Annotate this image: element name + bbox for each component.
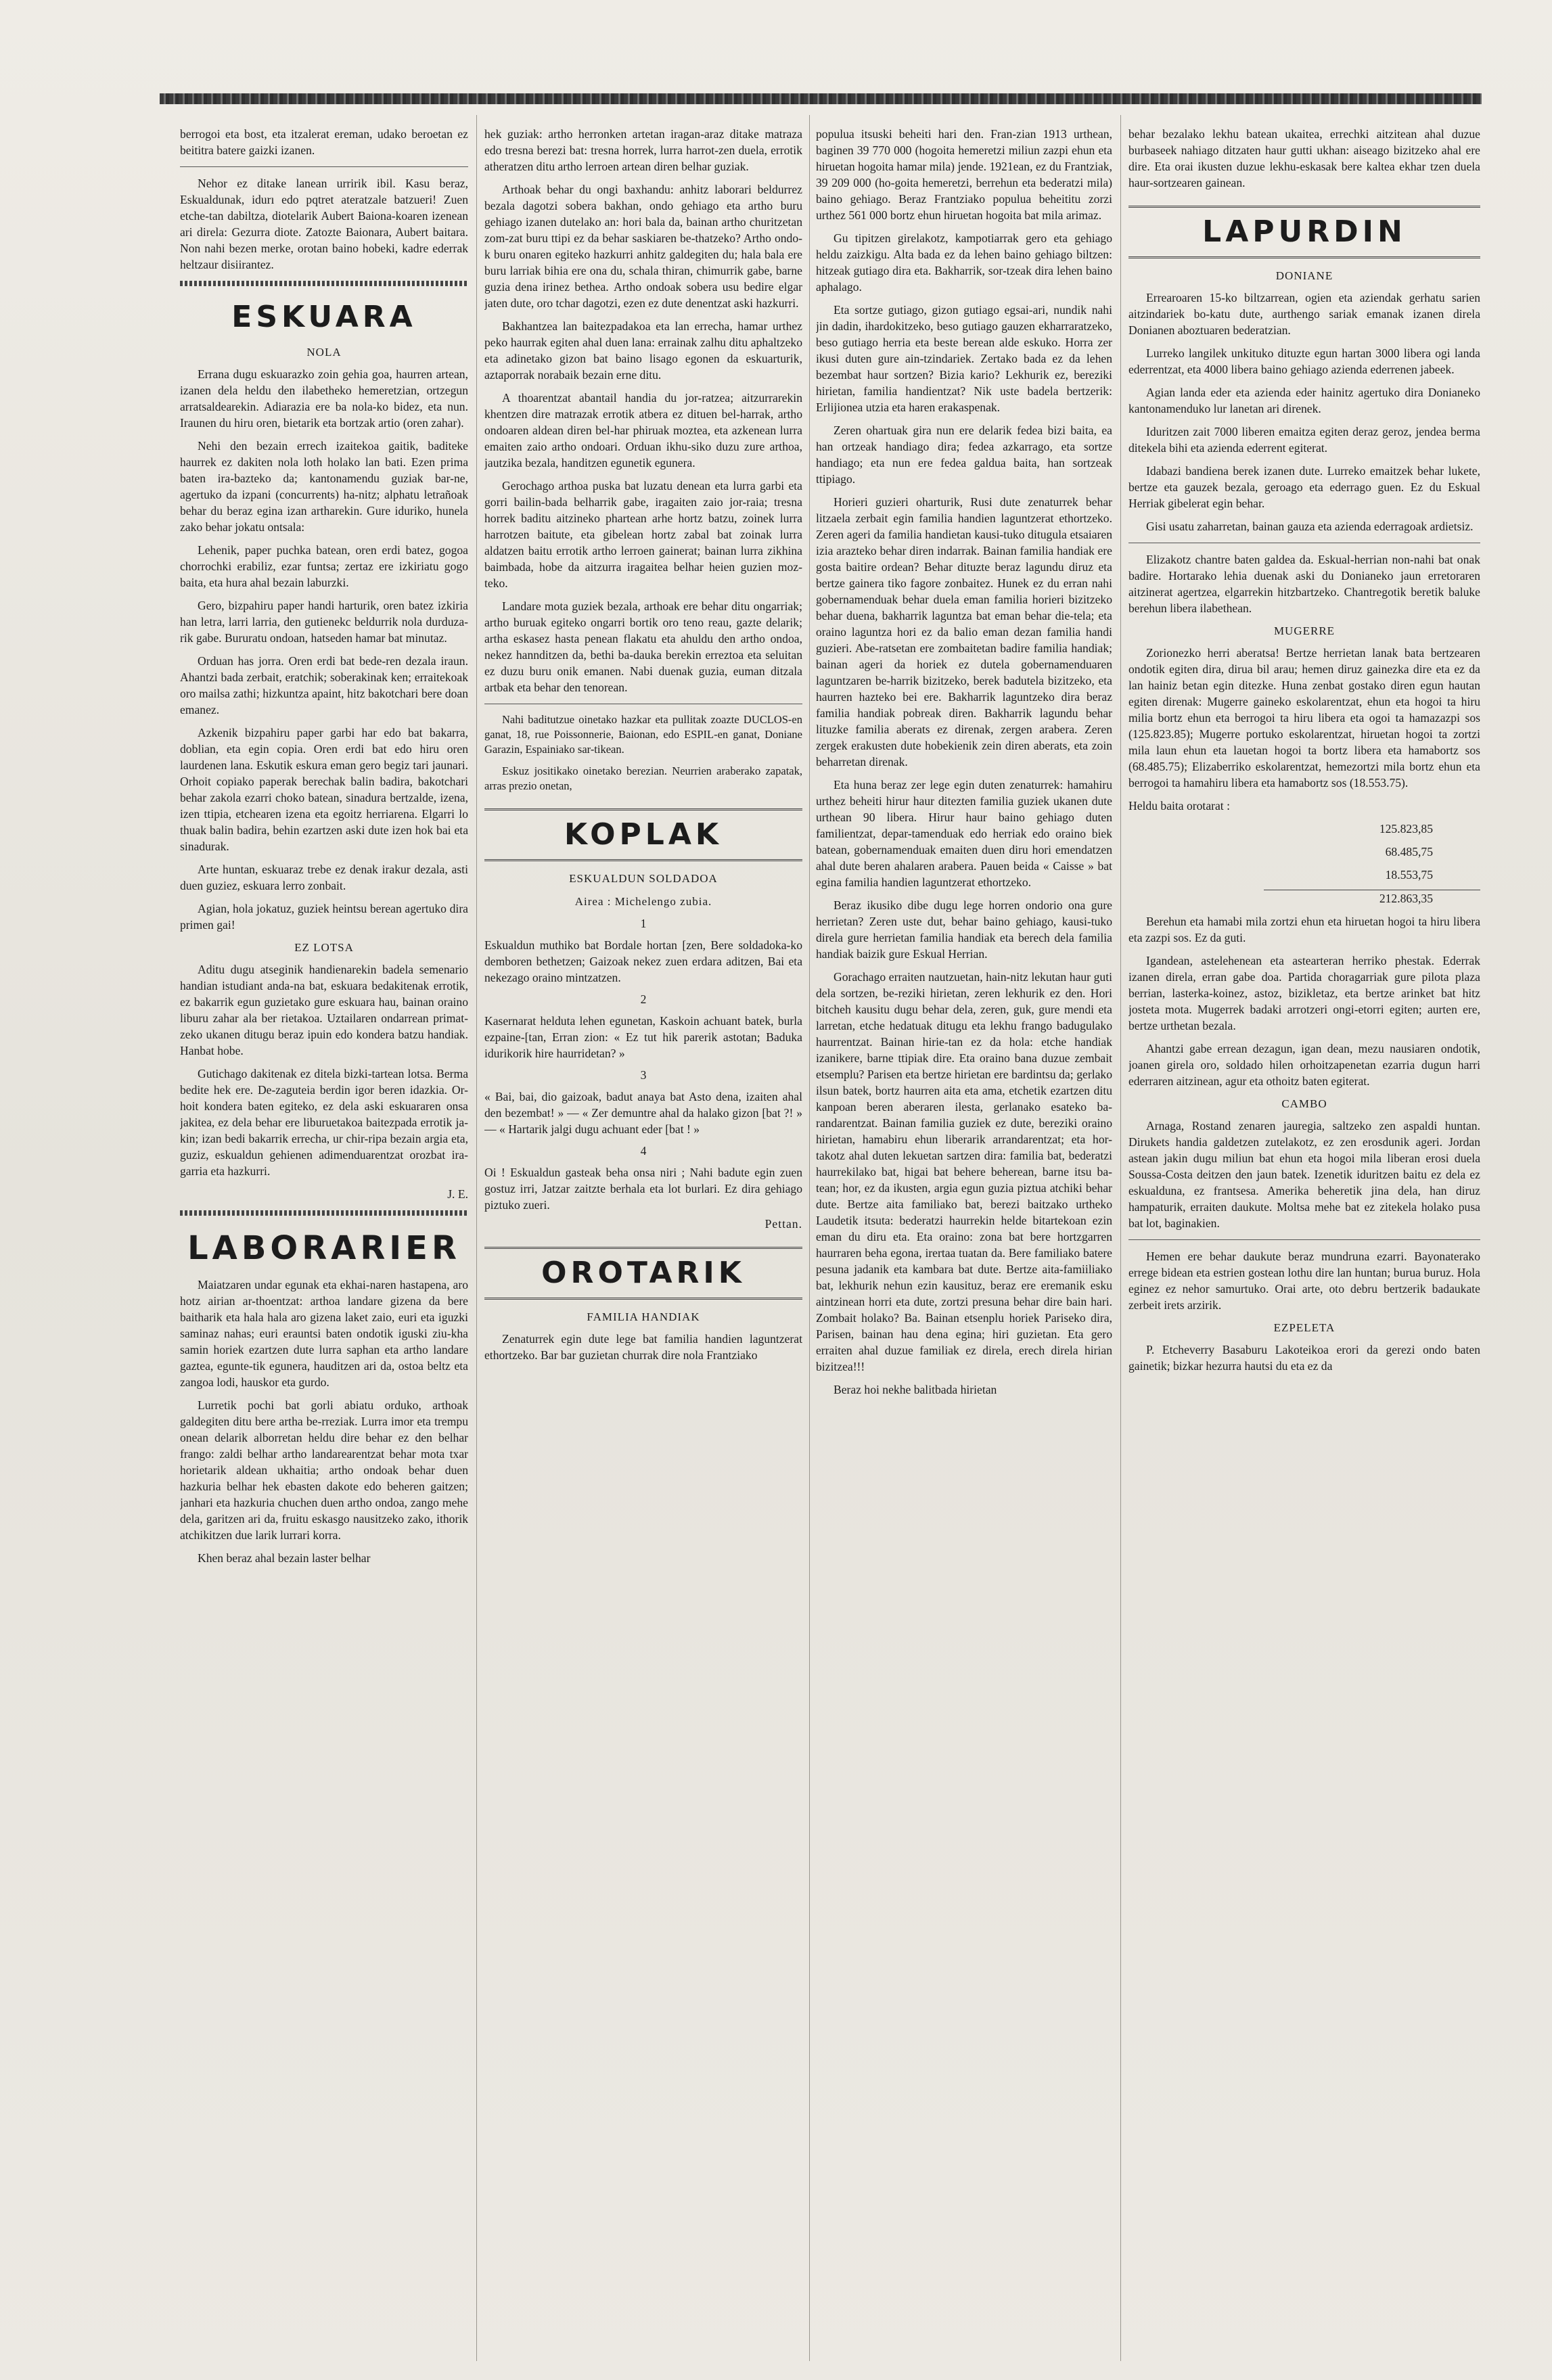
section-title-lapurdin: LAPURDIN — [1128, 206, 1480, 258]
article-paragraph: Khen beraz ahal bezain laster belhar — [198, 1551, 371, 1565]
article-paragraph: Bakhantzea lan baitezpadakoa eta lan errecha, hamar urthez peko haurrak egiten ahal duen lana: errainak zalhu ditu aphaltzeko eta adinetako gizon bat baino lisago egonen da eskuarturik, aztaporrak norabaik bezain erne ditu. — [484, 319, 802, 382]
article-paragraph: Zeren ohartuak gira nun ere delarik fedea bizi baita, ea han ortzeak handiago dira; fedea azkarrago, eta sortze handiago; eta nun ere fedea galdua baita, han sortzeak ttipiago. — [816, 424, 1112, 486]
article-paragraph: Gutichago dakitenak ez ditela bizki-tartean lotsa. Berma bedite hek ere. De-zaguteia berdin igor beren idazkia. Or-hoit kondera baten egiteko, ez dela aski eskuararen onsa jakitea, ez dela behar ere liburuetakoa baitezpada errotik ja-kin; izan bedi bakarrik errecha, ur chir-ripa bezain argia eta, guziz, eskualdun gehienen adimenduarentzat orozbat ira-garria eta hazkurri. — [180, 1067, 468, 1178]
article-paragraph: Berehun eta hamabi mila zortzi ehun eta hiruetan hogoi ta hiru libera eta zazpi sos. Ez da guti. — [1128, 915, 1480, 944]
verse-text: Oi ! Eskualdun gasteak beha onsa niri ; Nahi badute egin zuen gostuz irri, Jatzar zaitzte berhala eta lot burlari. Ez dira gehiago piztuko zueri. — [484, 1166, 802, 1212]
article-paragraph: Gorachago erraiten nautzuetan, hain-nitz lekutan haur guti dela sortzen, be-reziki hirietan, zeren lekhurik ez den. Hori bitcheh kausitu dugu behar dela, zeren, guk, gure mendi eta larretan, etche hedatuak ditugu eta lekhu frango badugulako haurrentzat. Bainan hirie-tan ez da hola: etche handiak izanikere, barne ttipiak dire. Eta oraino bana duzue zembait etsemplu? Parisen eta bertze hirietan ere bardintsu da; gerlako ilsun batek, bortz haurren aita eta ama, etchetik ezartzen ditu kanpoan beren aberaren ilesta, gerlanako esateko ba-randarentzat. Bainan familia guziek ez dute, bereziki oraino hirietan, hamabiru ehun liberarik arrandarentzat; eta hor-takotz ahal duten lekuetan sartzen dira: familia bat, bederatzi haurrekilako bat, higai bat behere beherean, barne itsu ba-tean; hor, ez da ikusten, argia egun guzia piztua atchiki behar dute. Bertze aita familiako bat, berezi baitzako urtheko Laudetik itsuta: bederatzi haurrekin helde bitartekoan ezin eman du diru eta. Eta oraino: zona bat bere hortzgarren haurraren beha egona, irertaa tuatan da. Bere familiako batere pesuna jadanik eta kambara bat dute. Bertze aita-famiiliako bat, lekhurik nehun ezin kausituz, beraz ere eremanik esku aintzinean horri eta dute, zortzi presuna behar dire bain hari. Zombait holako? Ba. Bainan etsenplu horiek Pariseko dira, Parisen, bainan hau dena egina; hiri guzietan. Eta gero erraiten ahal duzue familiak ez direla, erech direla hirian bizitzea!!! — [816, 970, 1112, 1373]
article-paragraph: Eta sortze gutiago, gizon gutiago egsai-ari, nundik nahi jin dadin, ihardokitzeko, beso gutiago gauzen ekharraratzeko, beso gutiago herria eta beste berean alde eskuko. Horra zer ikusi duten gure ain-tzindariek. Zertako bada ez da lehen bezembat haur sortzen? Bizia kario? Lekhurik ez, bereziki hirietan, familia handientzat? Nik uste badela bertzerik: Erlijionea utzia eta haren erakaspenak. — [816, 303, 1112, 414]
verse-text: « Bai, bai, dio gaizoak, badut anaya bat Asto dena, izaiten ahal den bezembat! » — « Zer demuntre ahal da halako gizon [bat ?! » — « Hartarik jalgi dugu achuant eder [bat ! » — [484, 1090, 802, 1136]
advert-paragraph: Nahi baditutzue oinetako hazkar eta pullitak zoazte DUCLOS-en ganat, 18, rue Poissonnerie, Baionan, edo ESPIL-en ganat, Doniane Garazin, Espainiako sar-tikean. — [484, 713, 802, 756]
article-paragraph: Igandean, astelehenean eta astearteran herriko phestak. Ederrak izanen direla, erran gabe doa. Partida choragarriak gure pilota plaza berrian, lasterka-koinez, astoz, bizikletaz, eta bertze arinket bat hitz josteta mota. Mugerrek badaki arrotzeri ongi-etorri egiten; aurten ere, bertze urthetan bezala. — [1128, 954, 1480, 1032]
article-paragraph: populua itsuski beheiti hari den. Fran-zian 1913 urthean, baginen 39 770 000 (hogoita hemeretzi miliun zazpi ehun eta hiruetan hogoita hamar mila) jende. 1921ean, ez du Frantziak, 39 209 000 (ho-goita hemeretzi, berrehun eta bederatzi mila) baino gehiago. Beraz Frantziako populua beheititu zorzi urthez 561 000 bortz ehun hiruetan hogoita bat mila arimaz. — [816, 127, 1112, 222]
column-3 — [816, 126, 1112, 2358]
advert-paragraph: Nehor ez ditake lanean urririk ibil. Kasu beraz, Eskualdunak, idurı edo pqtret ateratzale batzueri! Zuen etche-tan dabiltza, diotelarik Aubert Baiona-koaren izenean ari direla: Gezurra diote. Zatozte Baionara, Aubert baitara. Non nahi bezen merke, orotan baino hobeki, kadre ederrak heltzaur disiirantez. — [180, 177, 468, 271]
article-paragraph: hek guziak: artho herronken artetan iragan-araz ditake matraza edo tresna berezi bat: tresna horrek, lurra harrot-zen duela, errotik atheratzen ditu artho lerroen artean diren belhar guziak. — [484, 127, 802, 173]
poem-tune: Airea : Michelengo zubia. — [574, 895, 712, 908]
section-title-orotarik: OROTARIK — [484, 1247, 802, 1300]
article-paragraph: Elizakotz chantre baten galdea da. Eskual-herrian non-nahi bat onak badire. Hortarako lehia duenak aski du Donianeko jaun erretoraren aitzinerat agertzea, elgarrekin hitzbartzeko. Chantregotik beretik baluke berehun libera ilabethean. — [1128, 553, 1480, 615]
article-paragraph: Gero, bizpahiru paper handi harturik, oren batez izkiria han letra, larri larria, den gutienekc beldurrik nola durduza-rik gabe. Bururatu ondoan, hatseden hamar bat minutaz. — [180, 599, 468, 645]
article-heading-ez-lotsa: EZ LOTSA — [294, 941, 354, 954]
divider — [180, 1210, 468, 1216]
sum-value: 68.485,75 — [1385, 845, 1433, 859]
divider — [1128, 1239, 1480, 1240]
article-paragraph: Errearoaren 15-ko biltzarrean, ogien eta aziendak gerhatu sarien aitzindariek bo-katu dute, aurthengo sariak emanak izanen direla Donianen aboztuaren bederatzian. — [1128, 291, 1480, 337]
article-paragraph: Arthoak behar du ongi baxhandu: anhitz laborari beldurrez bezala dagotzi sobera bakhan, ondo gehiago eta artho buru gehiago izanen dutelako an: hori bala da, bainan artho churitzetan zom-zat buru ttipi ez da behar saskiaren be-thatzeko? Artho ondo-k buru onaren egiteko hazkurri anhitz galdegiten du; hala bala ere buru larriak bihia ere ona du, schala thiran, chimurrik gabe, barne guzia dena irinez betheа. Artho ondoak sobera usu bedire elgar jaten dute, oro tchar dagotzi, ezen ez dute denentzat aski hazkurri. — [484, 183, 802, 310]
sum-value: 125.823,85 — [1379, 822, 1433, 836]
article-paragraph: Azkenik bizpahiru paper garbi har edo bat bakarra, doblian, eta egin copia. Oren erdi bat edo hiru oren laurdenen lana. Eskutik eskura eman gero begiz tari jaunari. Orhoit copiako paperak berechak balin badira, bakotchari behar zakola ezarri choko batean, sinadura bertzalde, izena, izen ttipia, etchearen izena eta egoitz herriarena. Elgarri lo thuak balin badira, behin ezartzen aski dute izen hok bai eta sinadurak. — [180, 726, 468, 853]
intro-paragraph: berrogoi eta bost, eta itzalerat ereman, udako beroetan ez beititra batere gaizki izanen. — [180, 127, 468, 157]
article-paragraph: A thoarentzat abantail handia du jor-ratzea; aitzurrarekin khentzen dire matrazak errotik atbera ez dituen bel-harrak, artho ondoaren aldean diren bel-har phiruak moztea, eta azkenean lurra emaiten zaio artho ondoari. Orduan ikhu-siko duzu zure arthoa, jautzika bezala, handitzen egunetik egunera. — [484, 391, 802, 470]
article-paragraph: Gisi usatu zaharretan, bainan gauza eta azienda ederragoak ardietsiz. — [1146, 520, 1474, 533]
article-paragraph: Beraz hoi nekhe balitbada hirietan — [834, 1383, 997, 1396]
article-paragraph: Beraz ikusiko dibe dugu lege horren ondorio ona gure herrietan? Zeren uste dut, behar baino gehiago, kausi-tuko direla gure herrietan familia handiak eta berech dela familia handiak baizik gure Eskual Herrian. — [816, 898, 1112, 961]
article-heading-cambo: CAMBO — [1281, 1097, 1327, 1110]
section-title-koplak: KOPLAK — [484, 808, 802, 861]
article-paragraph: Zenaturrek egin dute lege bat familia handien laguntzerat ethortzeko. Bar bar guzietan churrak dire nola Frantziako — [484, 1332, 802, 1362]
sum-value: 18.553,75 — [1385, 868, 1433, 882]
divider — [180, 166, 468, 167]
article-paragraph: Hemen ere behar daukute beraz mundruna ezarri. Bayonaterako errege bidean eta estrien gostean lothu dire lan huntan; burua buruz. Hola eginez ez nehor samurtuko. Orai arte, oto debru bertzerik badaukate zerbeit irets arzirik. — [1128, 1250, 1480, 1312]
article-paragraph: Maiatzaren undar egunak eta ekhai-naren hastapena, aro hotz airian ar-thoentzat: arthoa landare gizena da bere baitharik eta hala hala aro gizena laket zaio, euri eta iguzki saminaz nahas; euri erauntsi baten ondotik iguski ziu-kha samin horiek ezartzen dute lurra saphan eta artho landare gaztea, egunte-tik egunera, hauditzen ari da, ostoa beltz eta zangoa lodi, hauskor eta gurdo. — [180, 1278, 468, 1389]
article-paragraph: Zorionezko herri aberatsa! Bertze herrietan lanak bata bertzearen ondotik egiten dira, dirua bil arau; hemen diruz gainezka dire eta ez da lan hainiz betan egin ditezke. Huna zenbat gostako diren egun hautan egiten direnak: Mugerre gaineko eskolarentzat, ehun eta hogoi ta hiru milia bortz ehun eta berrogoi ta hiru libera eta ogoi ta hamazazpi sos (125.823.85); Mugerre portuko eskolarentzat, hiruetan hogoi ta zortzi mila laun ehun eta lauetan hogoi ta bortz libera eta hamabortz sos (68.485.75); Elizaberriko eskolarentzat, hemezortzi mila bortz ehun eta berrogoi ta hamahiru libera eta hamabortz sos (18.553.75). — [1128, 646, 1480, 789]
verse-number: 1 — [640, 917, 647, 930]
article-heading-doniane: DONIANE — [1275, 269, 1333, 282]
article-paragraph: Gu tipitzen girelakotz, kampotiarrak gero eta gehiago heldu zaizkigu. Alta bada ez da lehen baino gehiago biltzen: hitzeak gutiago dira eta. Bakharrik, sor-tzeak dira lehen baino aphalago. — [816, 231, 1112, 294]
sum-total: 212.863,35 — [1264, 890, 1480, 907]
verse-number: 2 — [640, 992, 647, 1006]
article-paragraph: Ahantzi gabe errean dezagun, igan dean, mezu nausiaren ondotik, joanen girela oro, soldado hilen orhoitzapenetan ezarria dugun harri ederraren aitzinean, agur eta othoitz baten egiterat. — [1128, 1042, 1480, 1088]
article-paragraph: Horieri guzieri oharturik, Rusi dute zenaturrek behar litzaela zerbait egin familia handien laguntzerat ethortzeko. Zeren ageri da familia handietan kausi-tuko ditugula etsaiaren izia arazteko behar diren indarrak. Bainan familia handiak ere gosta baitire ordean? Behar dituzte beraz lagundu diruz eta bertze gainera tiko fagore zonbaitez. Hunek ez du erran nahi gobernamenduak behar duela eman familia horieri bizitzeko behar duena, bakharrik laguntza bat eman behar die-tela; eta oraino laguntza hori ez da balio eman dezan familia handi guzieri. Abe-ratsetan ere zombaitetan badire familia handiak; bainan ageri da horiek ez dutela gobernamenduaren laguntzaren be-harrik bizitzeko, berek badutela bizitzeko, eta haurren hazteko bei ere. Bakharrik laguntzeko dira beraz familia handiak pobreak diren. Bakharrik lagundu behar lituzke familia aberats ez direnak, zergen araberа. Zeren zergek erakusten dute hobekienik zein diren aberats, eta zoin beharretan direnak. — [816, 495, 1112, 769]
article-paragraph: P. Etcheverry Basaburu Lakoteikoa erori da gerezi ondo baten gainetik; bizkar hezurra hautsi du eta ez da — [1128, 1343, 1480, 1373]
verse-text: Kasernarat helduta lehen egunetan, Kaskoin achuant batek, burla ezpaine-[tan, Erran zion: « Ez tut hik parerik astotan; Baduka idurikorik hire haurridetan? » — [484, 1014, 802, 1060]
verse-number: 4 — [640, 1144, 647, 1158]
article-heading-mugerre: MUGERRE — [1273, 624, 1336, 637]
column-1 — [180, 126, 468, 2358]
article-paragraph: Eta huna beraz zer lege egin duten zenaturrek: hamahiru urthez beheiti hirur haur ditezten familia guziek ukanen dute urthean 90 libera. Hirur haur baino gehiago duten familientzat, depar-tamenduak edo herriak edo oraino biek batean, gobernamenduak emaiten duen diru hori emendatzen ahal dute beren ahalaren araberа. Pauen beida « Caisse » bat egina familia handien laguntzerat ethortzeko. — [816, 778, 1112, 889]
article-paragraph: Errana dugu eskuarazko zoin gehia goa, haurren artean, izanen dela heldu den ilabetheko hemeretzian, ortzegun arratsaldearekin. Adiarazia ere ba nola-ko bidez, eta nun. Iraunen du hiru oren, bietarik eta bortzak artio (oren zahar). — [180, 367, 468, 430]
article-paragraph: Aditu dugu atseginik handienarekin badela semenario handian istudiant anda-na bat, eskuara bedakitenak errotik, ez bakarrik egun guzietako gure eskuara hau, bainan oraino liburu zahar ala ber rietakoa. Uztailaren ondarrean primat-zeko ukanen ditugu beraz ipuin edo kondera batzu handiak. Hanbat hobe. — [180, 963, 468, 1057]
divider — [180, 281, 468, 286]
article-paragraph: Arnaga, Rostand zenaren jauregia, saltzeko zen aspaldi huntan. Dirukets handia galdetzen zutelakotz, ez zen erosdunik ageri. Jordan astean jakin dugu miliun bat ehun eta hogoi mila liberan erosi duela Soussa-Costa deitzen den jaun batek. Izenetik iduritzen baitu ez dela ez eskualduna, ez frantsesa. Amerika beheretik jina dela, han diruz hampaturik, erraiten daukute. Moltsa mehe bat ez zitekela holako pusa bat lot, baginakien. — [1128, 1119, 1480, 1230]
section-title-laborarier: LABORARIER — [187, 1229, 461, 1267]
article-paragraph: Landare mota guziek bezala, arthoak ere behar ditu ongarriak; artho buruak egiteko ongarri bortik oro teno reau, gazte delarik; artha eskasez hasta penean flakatu eta ahuldu den artho ondoa, nekez hannditzen da, bethi ba-dauka berekin erreztoa eta seluitan ez duzu buru onik emanen. Nabi duenak guzia, euman ditzala artbak eta behar den tenorean. — [484, 599, 802, 694]
advert-paragraph: Eskuz jositikako oinetako berezian. Neurrien araberako zapatak, arras prezio onetan, — [484, 764, 802, 792]
poem — [484, 915, 802, 1213]
column-separator — [1120, 115, 1121, 2361]
verse-text: Eskualdun muthiko bat Bordale hortan [zen, Bere soldadoka-ko demboren bethetzen; Gaizoak nekez zuen erdara aditzen, Bai eta nekezago oraino mintzatzen. — [484, 938, 802, 984]
column-separator — [809, 115, 810, 2361]
column-4 — [1128, 126, 1480, 2358]
article-paragraph: Idabazi bandiena berek izanen dute. Lurreko emaitzek behar lukete, bertze eta gauzek bezala, geroago eta ederrago guen. Ez du Eskual Herriak gibelerat egin behar. — [1128, 464, 1480, 510]
column-2 — [484, 126, 802, 2358]
article-heading-nola: NOLA — [306, 346, 342, 359]
article-paragraph: Iduritzen zait 7000 liberen emaitza egiten deraz geroz, jendea berma ditekela bihi eta azienda ederrent egiterat. — [1128, 425, 1480, 455]
article-paragraph: behar bezalako lekhu batean ukaitea, errechki aitzitean ahal duzue burbaseek nahiago ditzaten haur gutti ukhan: aiseago bizitzeko ahal ere dire. Eta orai ikusten duzue lekhu-eskasak bere kaltea ekhar tzen duela haur-sortzearen gainean. — [1128, 127, 1480, 189]
article-paragraph: Lehenik, paper puchka batean, oren erdi batez, gogoa chorrochki erabiliz, ezar funtsa; zertaz ere izkiriatu gogo baita, eta hura ahal bezain laburzki. — [180, 543, 468, 589]
article-paragraph: Agian, hola jokatuz, guziek heintsu berean agertuko dira primen gai! — [180, 902, 468, 932]
section-title-eskuara: ESKUARA — [231, 300, 417, 334]
top-ornamental-rule — [160, 93, 1482, 104]
article-paragraph: Nehi den bezain errech izaitekoa gaitik, baditeke haurrek ez dakiten nola loth holako lan bati. Ezen prima baten ira-bazteko da; kantonamendu guziak bar-ne, agertuko da izpani (concurrents) ha-nitz; alphatu letrañoak behar du beraz egina izan artharekin. Gure iduriko, hunela zako behar jokatu ontsala: — [180, 439, 468, 534]
article-heading-ezpeleta: EZPELETA — [1273, 1321, 1336, 1334]
article-heading-familia: FAMILIA HANDIAK — [587, 1310, 700, 1323]
article-signature: J. E. — [447, 1187, 468, 1201]
article-paragraph: Agian landa eder eta azienda eder hainitz agertuko dira Donianeko kantonamenduko lur lanetan ari direnek. — [1128, 386, 1480, 415]
article-paragraph: Arte huntan, eskuaraz trebe ez denak irakur dezala, asti duen guziez, eskuara lerro zonbait. — [180, 863, 468, 892]
article-paragraph: Lurreko langilek unkituko dituzte egun hartan 3000 libera ogi landa ederrentzat, eta 4000 libera baino gehiago azienda ederrenen jabeek. — [1128, 346, 1480, 376]
article-paragraph: Orduan has jorra. Oren erdi bat bede-ren dezala iraun. Ahantzi bada zerbait, eratchik; soberakinak ken; erraitekoak oro mailsa zathi; hizkuntza apaint, hitz bakotchari bere doan emanez. — [180, 654, 468, 716]
article-paragraph: Gerochago arthoa puska bat luzatu denean eta lurra garbi eta gorri bailin-bada belharrik gabe, iragaiten zaio jor-raia; tresna horrek baditu aitzineko phartean arhe hortz batzu, zoinek lurra harrotzen baitute, eta gibelean hortz zabal bat zoinak lurra aldatzen baitu errotik artho lerroen gainerat; bainan lurra zikhina baimbada, hobe da aitzurra iragaitea belhar heien guzien moz-teko. — [484, 479, 802, 590]
sum-label: Heldu baita orotarat : — [1128, 799, 1230, 813]
article-paragraph: Lurretik pochi bat gorli abiatu orduko, arthoak galdegiten ditu bere artha be-rreziak. Lurra imor eta trempu onean delarik alborretan heldu dire behar ez den belhar frango: zaldi belhar artho landarearentzat behar mota txar horietarik aldean ukhaitia; artho ondoak behar duen hazkuria belhar hek ebasten dakote edo beheren gaitzen; janhari eta hazkuria chuchen duen artho ondoa, zango mehe dela, garitzen ari da, fruitu eskasgo nausitzeko zako, ithorik atchikitzen due larik lurrari korra. — [180, 1398, 468, 1542]
poem-signature: Pettan. — [764, 1217, 802, 1231]
poem-title: ESKUALDUN SOLDADOA — [569, 872, 718, 885]
column-separator — [476, 115, 477, 2361]
verse-number: 3 — [640, 1068, 647, 1082]
